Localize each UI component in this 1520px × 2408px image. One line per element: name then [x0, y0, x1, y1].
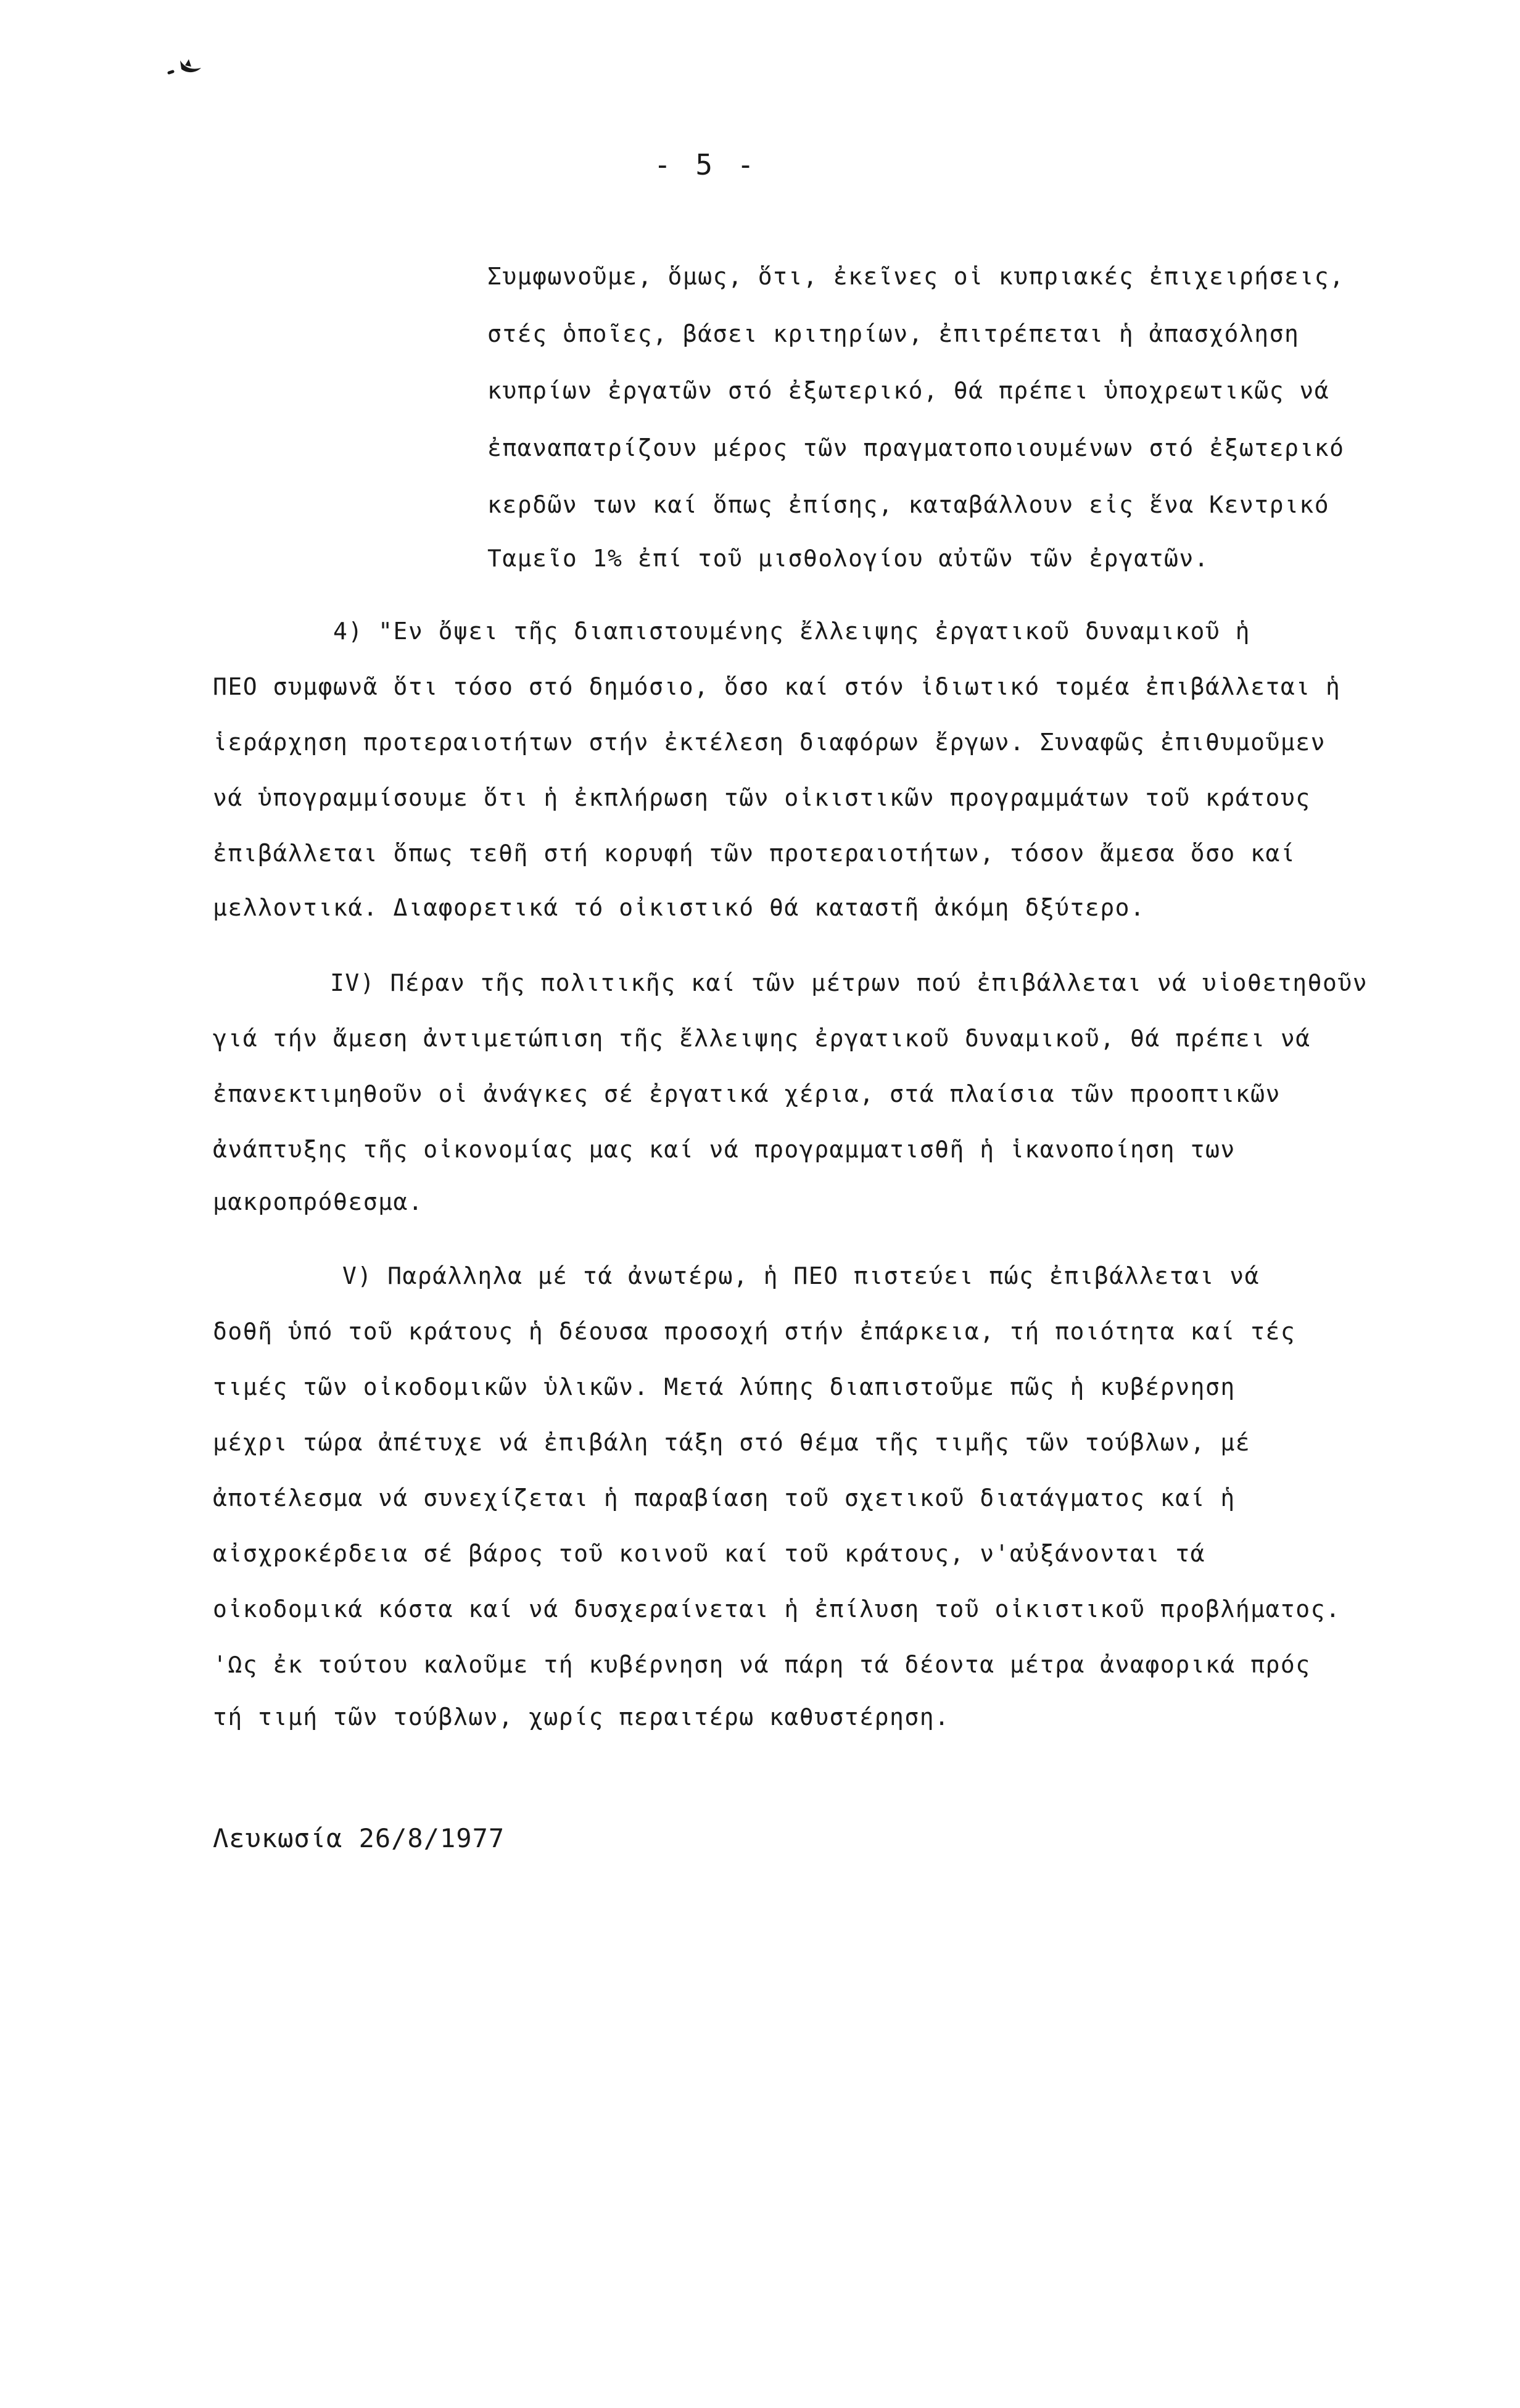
text-line: IV) Πέραν τῆς πολιτικῆς καί τῶν μέτρων πού ἐπιβάλλεται νά υἱοθετηθοῦν	[330, 969, 1368, 996]
text-line: μέχρι τώρα ἀπέτυχε νά ἐπιβάλη τάξη στό θέμα τῆς τιμῆς τῶν τούβλων, μέ	[213, 1429, 1251, 1456]
page-number: - 5 -	[654, 148, 758, 181]
text-line: ἐπανεκτιμηθοῦν οἱ ἀνάγκες σέ ἐργατικά χέρια, στά πλαίσια τῶν προοπτικῶν	[213, 1080, 1281, 1107]
text-line: μακροπρόθεσμα.	[213, 1188, 424, 1215]
text-line: γιά τήν ἄμεση ἀντιμετώπιση τῆς ἔλλειψης ἐργατικοῦ δυναμικοῦ, θά πρέπει νά	[213, 1025, 1311, 1052]
text-line: ἱεράρχηση προτεραιοτήτων στήν ἐκτέλεση διαφόρων ἔργων. Συναφῶς ἐπιθυμοῦμεν	[213, 729, 1326, 756]
text-line: ΠΕΟ συμφωνᾶ ὅτι τόσο στό δημόσιο, ὅσο καί στόν ἰδιωτικό τομέα ἐπιβάλλεται ἡ	[213, 673, 1341, 700]
text-line: ἀποτέλεσμα νά συνεχίζεται ἡ παραβίαση τοῦ σχετικοῦ διατάγματος καί ἡ	[213, 1484, 1236, 1512]
text-line: Ταμεῖο 1% ἐπί τοῦ μισθολογίου αὐτῶν τῶν ἐργατῶν.	[487, 545, 1210, 572]
text-line: μελλοντικά. Διαφορετικά τό οἰκιστικό θά καταστῆ ἀκόμη δξύτερο.	[213, 894, 1146, 921]
text-line: κυπρίων ἐργατῶν στό ἐξωτερικό, θά πρέπει ὑποχρεωτικῶς νά	[487, 377, 1330, 404]
text-line: Συμφωνοῦμε, ὅμως, ὅτι, ἐκεῖνες οἱ κυπριακές ἐπιχειρήσεις,	[487, 263, 1345, 290]
text-line: ἐπιβάλλεται ὅπως τεθῆ στή κορυφή τῶν προτεραιοτήτων, τόσον ἄμεσα ὅσο καί	[213, 840, 1296, 867]
text-line: οἰκοδομικά κόστα καί νά δυσχεραίνεται ἡ ἐπίλυση τοῦ οἰκιστικοῦ προβλήματος.	[213, 1595, 1341, 1623]
text-line: στές ὁποῖες, βάσει κριτηρίων, ἐπιτρέπεται ἡ ἀπασχόληση	[487, 320, 1300, 347]
ink-mark-icon	[167, 54, 206, 79]
text-line: νά ὑπογραμμίσουμε ὅτι ἡ ἐκπλήρωση τῶν οἰκιστικῶν προγραμμάτων τοῦ κράτους	[213, 784, 1311, 811]
document-date: Λευκωσία 26/8/1977	[213, 1823, 505, 1853]
text-line: τή τιμή τῶν τούβλων, χωρίς περαιτέρω καθυστέρηση.	[213, 1703, 950, 1731]
text-line: ἀνάπτυξης τῆς οἰκονομίας μας καί νά προγραμματισθῆ ἡ ἱκανοποίηση των	[213, 1136, 1236, 1163]
text-line: ἐπαναπατρίζουν μέρος τῶν πραγματοποιουμένων στό ἐξωτερικό	[487, 434, 1345, 461]
text-line: V) Παράλληλα μέ τά ἀνωτέρω, ἡ ΠΕΟ πιστεύει πώς ἐπιβάλλεται νά	[342, 1262, 1260, 1289]
text-line: δοθῆ ὑπό τοῦ κράτους ἡ δέουσα προσοχή στήν ἐπάρκεια, τή ποιότητα καί τές	[213, 1318, 1296, 1345]
text-line: 4) "Εν ὄψει τῆς διαπιστουμένης ἔλλειψης ἐργατικοῦ δυναμικοῦ ἡ	[333, 618, 1251, 645]
text-line: αἰσχροκέρδεια σέ βάρος τοῦ κοινοῦ καί τοῦ κράτους, ν'αὐξάνονται τά	[213, 1540, 1205, 1567]
text-line: τιμές τῶν οἰκοδομικῶν ὑλικῶν. Μετά λύπης διαπιστοῦμε πῶς ἡ κυβέρνηση	[213, 1373, 1236, 1401]
text-line: κερδῶν των καί ὅπως ἐπίσης, καταβάλλουν εἰς ἕνα Κεντρικό	[487, 491, 1330, 518]
text-line: 'Ως ἐκ τούτου καλοῦμε τή κυβέρνηση νά πάρη τά δέοντα μέτρα ἀναφορικά πρός	[213, 1651, 1311, 1678]
